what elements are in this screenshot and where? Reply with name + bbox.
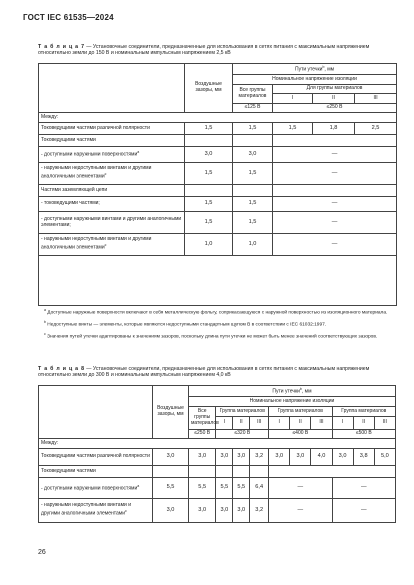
table8-h-all-groups: Все группы материалов (188, 407, 215, 430)
table7 (38, 63, 397, 306)
table8-label: Т а б л и ц а 8 (38, 366, 85, 372)
table8-between: Между: (39, 439, 396, 449)
table8-h-group-3: Группа материалов (332, 407, 395, 417)
table7-h-v1: ≤125 В (233, 104, 273, 113)
table8: Воздушные зазоры, мм Пути утечки$^b$, мм Номинальное напряжение изоляции Все группы материалов Группа материалов Группа материалов Группа материалов I II III I II III I II III ≤250 В ≤320 В ≤400 В ≤500 В Между: Токоведущими частями различной полярности 3,0 3,0 3,0 3,0 3,2 3,0 3,0 4,0 3,0 3,8 5,0 Токоведущими частями - доступными наружными поверхностями$^a$ 5,5 5,5 5,5 5,5 6,4 — — - наружными недоступными винтами и другими аналогичными элементами$^c$ 3,0 3,0 3,0 3,0 3,2 — — (38, 385, 396, 523)
table-row: Токоведущими частями (39, 135, 397, 147)
table-row: - доступными наружными поверхностями$^a$ 5,5 5,5 5,5 5,5 6,4 — — (39, 478, 396, 499)
table7-h-group: Для группы материалов (273, 85, 397, 94)
table8-h-v4: ≤500 В (332, 430, 395, 439)
table8-h-v1: ≤250 В (188, 430, 215, 439)
table8-blank-head (39, 386, 153, 439)
table-row: Токоведущими частями различной полярности 1,5 1,5 1,5 1,8 2,5 (39, 123, 397, 135)
table-row: - доступными наружными поверхностями$^a$ 3,0 3,0 — (39, 147, 397, 163)
table8-h-v2: ≤320 В (216, 430, 269, 439)
table-row: Токоведущими частями (39, 466, 396, 478)
page-number: 26 (38, 549, 46, 556)
table-row: - наружными недоступными винтами и другими аналогичными элементами$^c$ 1,5 1,5 — (39, 163, 397, 185)
table-row: - наружными недоступными винтами и другими аналогичными элементами$^c$ 3,0 3,0 3,0 3,0 3,2 — — (39, 499, 396, 523)
table8-h-creepage: Пути утечки$^b$, мм (188, 386, 395, 397)
table7-note-c: $^c$ Значения путей утечки адаптированы к значениям зазоров, поскольку длина пути утечки не может быть менее значений соответствующих зазоров. (44, 332, 378, 340)
table7-note-a: $^a$ Доступные наружные поверхности включают в себя металлическую фольгу, соприкасающуюся с наружной поверхностью из изоляционного материала. (44, 308, 388, 316)
table7-caption-text: — Установочные соединители, предназначенные для использования в сетях питания с максимальным напряжением относительно земли до 150 В и номинальным импульсным напряжением 2,5 кВ (38, 44, 370, 57)
table-row: - доступными наружными винтами и другими аналогичными элементами; 1,5 1,5 — (39, 212, 397, 234)
table7-h-v2: ≤250 В (273, 104, 397, 113)
table7-h-all-groups: Все группы материалов (233, 85, 273, 104)
table-row: - токоведущими частями; 1,5 1,5 — (39, 197, 397, 212)
table7-h-clearance: Воздушные зазоры, мм (185, 64, 233, 113)
table7-h-g2: II (313, 94, 355, 104)
table7-caption (38, 44, 390, 57)
table7-h-g1: I (273, 94, 313, 104)
table8-h-group-2: Группа материалов (269, 407, 332, 417)
table8-caption (38, 366, 390, 379)
table-row: Токоведущими частями различной полярности 3,0 3,0 3,0 3,0 3,2 3,0 3,0 4,0 3,0 3,8 5,0 (39, 449, 396, 466)
table7-note-b: $^b$ Недоступные винты — элементы, которые являются недоступными стандартным щупом В в соответствии с IEC 61032:1997. (44, 320, 327, 328)
standard-header: ГОСТ IEC 61535—2024 (23, 13, 114, 22)
table7-notes-cell (39, 256, 397, 306)
table-row: - наружными недоступными винтами и другими аналогичными элементами$^c$ 1,0 1,0 — (39, 234, 397, 256)
table8-h-v3: ≤400 В (269, 430, 332, 439)
table7-blank-head (39, 64, 185, 113)
table-row: Частями заземляющей цепи (39, 185, 397, 197)
table7-h-nominal: Номинальное напряжение изоляции (233, 75, 397, 85)
table7-h-g3: III (355, 94, 397, 104)
table7-label: Т а б л и ц а 7 (38, 44, 85, 50)
table8-h-group-1: Группа материалов (216, 407, 269, 417)
table8-caption-text: — Установочные соединители, предназначенные для использования в сетях питания с максимальным напряжением относительно земли до 300 В и номинальным импульсным напряжением 4,0 кВ (38, 366, 370, 379)
table8-h-clearance: Воздушные зазоры, мм (153, 386, 189, 439)
table7-between: Между: (39, 113, 397, 123)
table8-h-nominal: Номинальное напряжение изоляции (188, 397, 395, 407)
table7-h-creepage: Пути утечки$^b$, мм (233, 64, 397, 75)
